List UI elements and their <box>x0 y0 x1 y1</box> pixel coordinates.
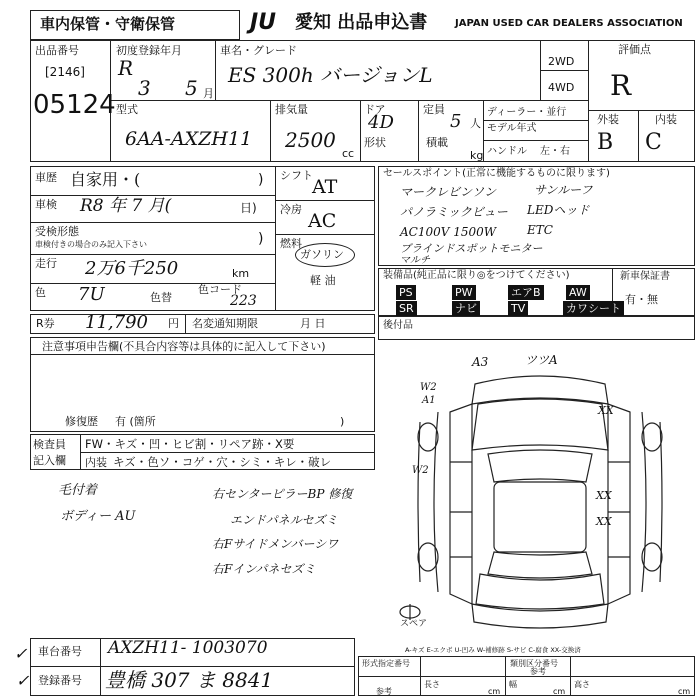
warranty-book-options: 有・無 <box>625 293 658 306</box>
inspected-note: 車検付きの場合のみ記入下さい <box>35 240 147 249</box>
category-label: 車歴 <box>35 171 57 184</box>
eval-label: 評価点 <box>618 43 651 56</box>
sales-point-4: LEDヘッド <box>527 203 590 217</box>
inspected-paren: ) <box>258 231 264 247</box>
fuel-diesel: 軽 油 <box>310 274 336 287</box>
recolor-label: 色替 <box>150 291 172 304</box>
model-year-label: モデル年式 <box>487 123 537 134</box>
remark-5: 右Fサイドメンバーシワ <box>212 537 339 551</box>
category-value: 自家用・( <box>70 170 141 189</box>
equip-airbag: エアB <box>508 285 544 300</box>
diag-label-u1a: ツツA <box>525 353 558 367</box>
equip-aw: AW <box>566 285 590 300</box>
height-label: 高さ <box>574 680 590 689</box>
repair-value: 有 (箇所 <box>115 415 156 428</box>
sales-point-3: パノラミックビュー <box>400 205 508 219</box>
fuel-label: 燃料 <box>280 237 302 250</box>
diag-label-w2-mid: W2 <box>412 465 429 476</box>
door-value: 4D <box>368 112 394 133</box>
capacity-value: 5 <box>450 111 462 132</box>
sales-point-5: AC100V 1500W <box>400 225 497 239</box>
ref-label-1: 参考 <box>376 687 392 696</box>
diag-label-a3: A3 <box>472 355 489 369</box>
cm-2: cm <box>553 687 566 696</box>
form-label: 形式指定番号 <box>362 659 410 668</box>
dealer-label: ディーラー・並行 <box>487 107 567 118</box>
color-code-label: 色コード <box>198 283 242 296</box>
diag-label-w2-top: W2 <box>420 382 437 393</box>
shift-label: シフト <box>280 169 313 182</box>
english-title: JAPAN USED CAR DEALERS ASSOCIATION <box>455 18 683 29</box>
inspected-label: 受検形態 <box>35 225 79 238</box>
type-value: 6AA-AXZH11 <box>125 128 253 150</box>
diag-label-xx-3: XX <box>596 515 612 528</box>
sales-point-1: マークレビンソン <box>400 185 497 199</box>
r-ken-label: R券 <box>36 317 55 330</box>
cm-3: cm <box>678 687 691 696</box>
warranty-month-day: 月 日 <box>300 317 326 330</box>
remark-1: 毛付着 <box>58 483 98 498</box>
color-value: 7U <box>78 284 105 305</box>
equip-pw: PW <box>452 285 476 300</box>
type-label: 型式 <box>116 103 138 116</box>
reg-label: 登録番号 <box>38 674 82 687</box>
month-value: 5 <box>185 76 198 100</box>
color-label: 色 <box>35 286 46 299</box>
remark-4: エンドパネルセズミ <box>230 513 338 527</box>
sales-point-6: ETC <box>527 223 553 237</box>
category-close: ) <box>258 172 264 188</box>
check-mark-2: ✓ <box>16 671 30 690</box>
logo-text: 愛知 出品申込書 <box>295 12 428 33</box>
door-label: ドア <box>364 103 386 116</box>
remark-3: 右センターピラーBP 修復 <box>212 487 353 501</box>
rear-seat-label: 後付品 <box>383 320 413 331</box>
notes-label: 注意事項申告欄(不具合内容等は具体的に記入して下さい) <box>42 340 326 353</box>
handle-options: 左・右 <box>540 146 570 157</box>
equip-sr: SR <box>396 301 417 316</box>
ac-value: AC <box>308 210 337 232</box>
listing-no: 05124 <box>33 90 116 120</box>
drive-4wd: 4WD <box>548 81 575 94</box>
drive-2wd: 2WD <box>548 55 575 68</box>
sales-point-7: ブラインドスポットモニター <box>400 242 543 255</box>
warranty-book-label: 新車保証書 <box>620 271 670 282</box>
equip-navi: ナビ <box>452 301 480 316</box>
inspector-row1: FW・キズ・凹・ヒビ割・リペア跡・X要 <box>85 437 295 451</box>
exterior-value: B <box>597 130 614 155</box>
check-mark-1: ✓ <box>14 644 28 663</box>
mileage-label: 走行 <box>35 257 57 270</box>
inspector-row2-label: 内装 <box>85 456 107 469</box>
category-no-label: 類別区分番号 <box>510 659 558 668</box>
inspector-label: 検査員 <box>33 438 66 451</box>
diag-label-xx-1: XX <box>598 404 614 417</box>
kg-unit: kg <box>470 149 484 162</box>
inspection-value: R8 年 7 月( <box>80 196 172 216</box>
inspector-row2: キズ・色ソ・コゲ・穴・シミ・キレ・破レ <box>113 455 332 469</box>
inspection-close: 日) <box>240 201 257 215</box>
diag-label-a1: A1 <box>422 395 436 406</box>
interior-value: C <box>645 130 662 155</box>
handle-label: ハンドル <box>487 146 527 157</box>
inspector-label2: 記入欄 <box>33 454 66 467</box>
yen-unit: 円 <box>168 317 179 330</box>
capacity-unit: 人 <box>470 117 481 130</box>
displacement-label: 排気量 <box>275 103 308 116</box>
ref-label-2: 参考 <box>530 667 546 676</box>
cc-unit: cc <box>342 147 355 160</box>
rear-box <box>378 316 695 340</box>
shape-label: 形状 <box>364 136 386 149</box>
equip-leather: カワシート <box>563 301 624 316</box>
equip-ps: PS <box>396 285 416 300</box>
listing-no-label: 出品番号 <box>35 44 79 57</box>
sales-point-2: サンルーフ <box>534 183 593 197</box>
lot-tag: [2146] <box>45 65 85 79</box>
length-label: 長さ <box>424 680 440 689</box>
load-label: 積載 <box>426 136 448 149</box>
inspection-label: 車検 <box>35 198 57 211</box>
interior-label: 内装 <box>655 113 677 126</box>
eval-value: R <box>610 69 632 102</box>
sales-point-8: マルチ <box>400 255 430 266</box>
width-label: 幅 <box>509 680 517 689</box>
displacement-value: 2500 <box>285 128 336 152</box>
repair-label: 修復歴 <box>65 415 98 428</box>
ac-label: 冷房 <box>280 203 302 216</box>
chassis-label: 車台番号 <box>38 645 82 658</box>
first-reg-label: 初度登録年月 <box>116 44 182 57</box>
remark-6: 右Fインパネセズミ <box>212 562 316 576</box>
shift-value: AT <box>312 176 338 198</box>
warranty-label: 名変通知期限 <box>192 317 258 330</box>
storage-label: 車内保管・守衛保管 <box>40 15 176 33</box>
equip-tv: TV <box>508 301 528 316</box>
model-name: ES 300h バージョンL <box>228 63 433 87</box>
km-unit: km <box>232 267 250 280</box>
repair-paren: ) <box>340 415 345 428</box>
capacity-label: 定員 <box>423 103 445 116</box>
diag-label-xx-2: XX <box>596 489 612 502</box>
fuel-value: ガソリン <box>300 248 344 261</box>
chassis-value: AXZH11- 1003070 <box>108 638 268 658</box>
logo-mark: JU <box>250 10 277 35</box>
cm-1: cm <box>488 687 501 696</box>
sales-points-label: セールスポイント(正常に機能するものに限ります) <box>383 168 610 179</box>
remark-2: ボディー AU <box>60 509 136 524</box>
r-ken-value: 11,790 <box>85 312 148 333</box>
diag-label-spare: スペア <box>400 619 428 629</box>
year-value: 3 <box>138 76 151 100</box>
diagram-legend-1: A-キズ E-エクボ U-凹み W-補修跡 S-サビ C-腐食 XX-交換済 <box>405 646 581 654</box>
mileage-value: 2万6千250 <box>85 258 179 279</box>
equipment-label: 装備品(純正品に限り◎をつけてください) <box>383 270 570 281</box>
reg-value: 豊橋 307 ま 8841 <box>105 668 274 692</box>
month-suffix: 月 <box>203 87 214 100</box>
exterior-label: 外装 <box>597 113 619 126</box>
era-value: R <box>118 56 134 80</box>
color-code-value: 223 <box>230 293 257 309</box>
model-label: 車名・グレード <box>220 44 297 57</box>
